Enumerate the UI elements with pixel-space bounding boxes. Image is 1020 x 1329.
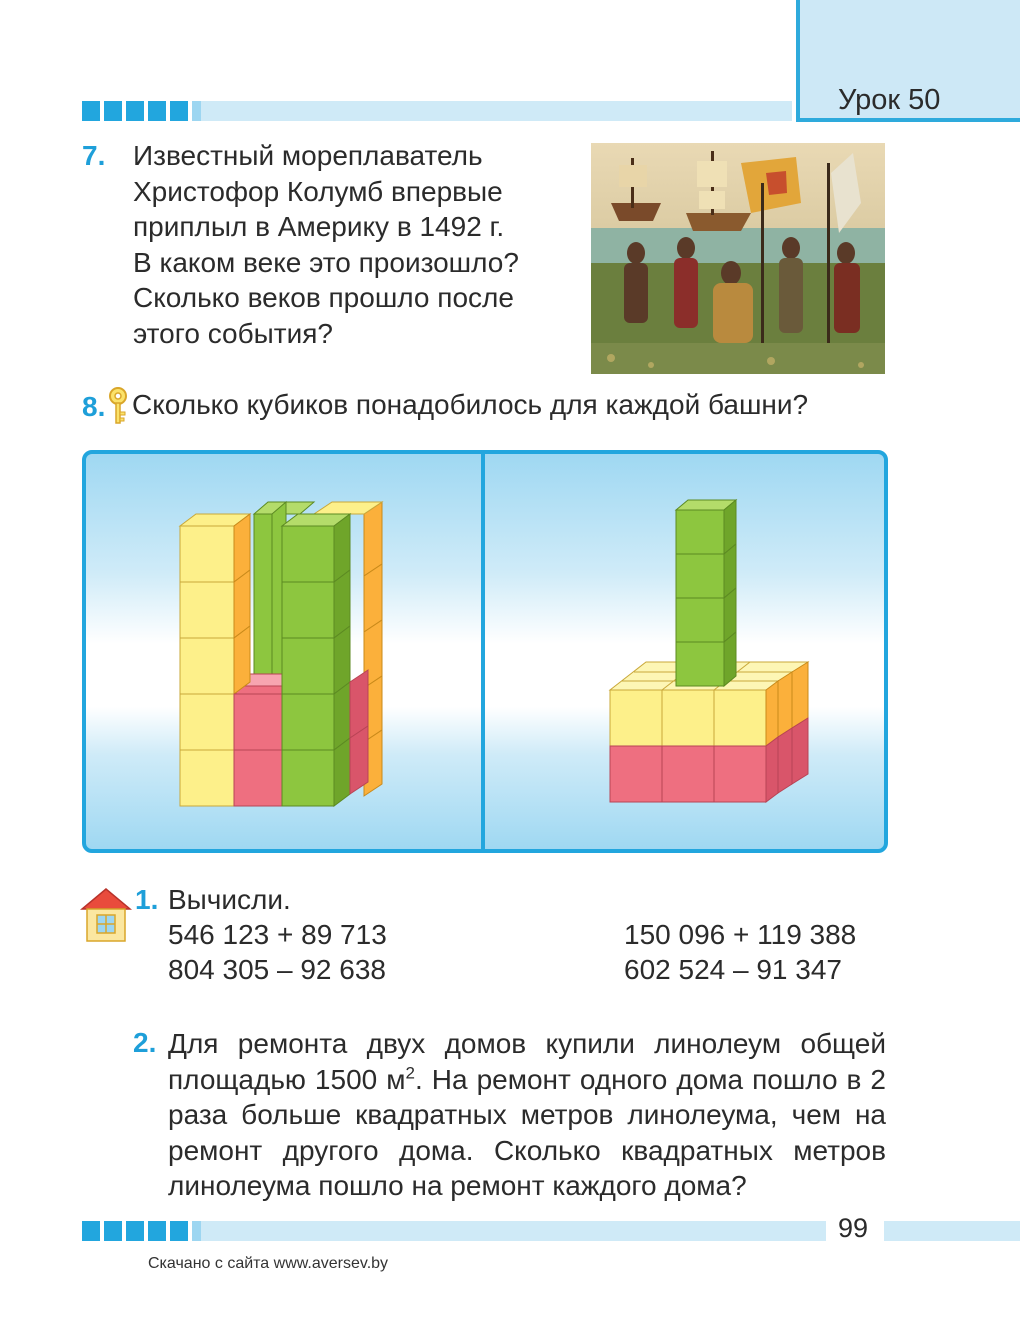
task8-number: 8. bbox=[82, 391, 106, 422]
columbus-painting bbox=[591, 143, 885, 374]
towers-panel bbox=[82, 450, 888, 853]
header-decor-squares bbox=[82, 101, 206, 121]
expression: 804 305 – 92 638 bbox=[168, 954, 386, 985]
homework2-text-part: Для ремонта двух домов купили линолеум общей площадью 1500 м bbox=[168, 1028, 886, 1095]
task7-line: Христофор Колумб впервые bbox=[133, 175, 503, 207]
header-decor-band bbox=[201, 101, 792, 121]
key-icon bbox=[106, 386, 130, 431]
homework1-title: Вычисли. bbox=[168, 884, 291, 915]
footer-decor-band-left bbox=[201, 1221, 826, 1241]
expression: 150 096 + 119 388 bbox=[624, 919, 857, 950]
homework1-number: 1. bbox=[135, 884, 159, 915]
task7-text bbox=[133, 138, 563, 351]
panel-divider bbox=[481, 450, 485, 853]
expression: 602 524 – 91 347 bbox=[624, 954, 842, 985]
homework-house-icon bbox=[80, 887, 132, 948]
footer-decor-band-right bbox=[884, 1221, 1020, 1241]
lesson-label: Урок 50 bbox=[838, 84, 941, 116]
task7-line: этого события? bbox=[133, 317, 333, 349]
task7-line: Известный мореплаватель bbox=[133, 140, 483, 171]
task8-text: Сколько кубиков понадобилось для каждой башни? bbox=[132, 389, 809, 420]
homework2-number: 2. bbox=[133, 1027, 157, 1058]
task7-number: 7. bbox=[82, 140, 106, 171]
homework2-text bbox=[168, 1026, 886, 1204]
task7-line: Сколько веков прошло после bbox=[133, 282, 514, 313]
footer-decor-squares bbox=[82, 1221, 206, 1241]
expression: 546 123 + 89 713 bbox=[168, 919, 387, 950]
download-source: Скачано с сайта www.aversev.by bbox=[148, 1255, 389, 1272]
page-number: 99 bbox=[838, 1213, 869, 1243]
superscript: 2 bbox=[405, 1063, 415, 1083]
right-tower bbox=[610, 500, 808, 802]
left-tower bbox=[180, 502, 382, 806]
homework2-text-part: . На ремонт одного дома пошло в 2 раза больше квадратных метров линолеума, чем на ремонт другого дома. Сколько квадратных метров линолеума пошло на ремонт каждого дома? bbox=[168, 1063, 886, 1201]
task7-line: В каком веке это произошло? bbox=[133, 246, 519, 278]
task7-line: приплыл в Америку в 1492 г. bbox=[133, 211, 505, 242]
